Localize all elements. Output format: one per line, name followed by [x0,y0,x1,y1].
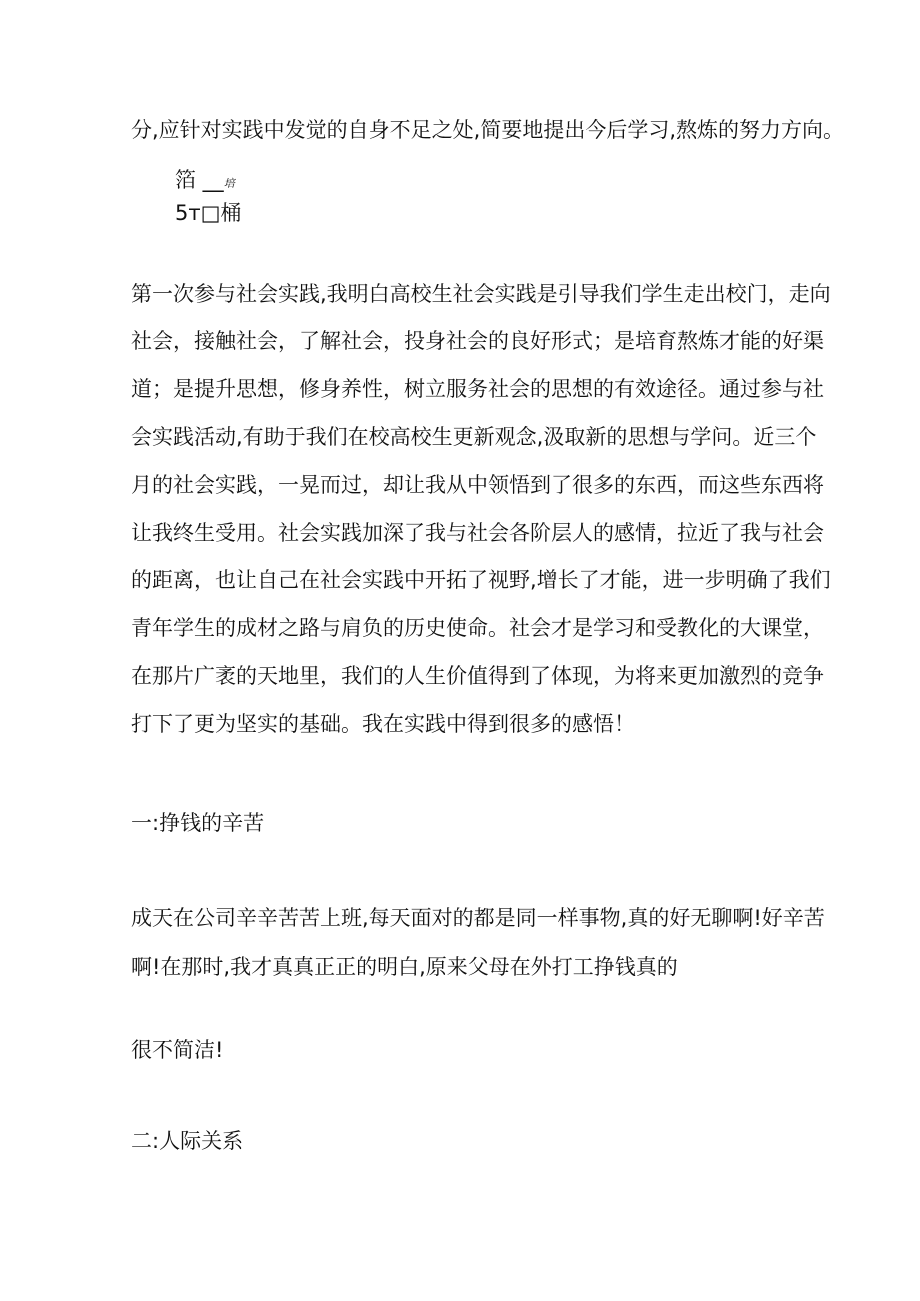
paragraph-line: 青年学生的成材之路与肩负的历史使命。社会才是学习和受教化的大课堂， [131,616,824,640]
section-heading-1: 一:挣钱的辛苦 [131,811,265,835]
paragraph-line: 啊!在那时,我才真真正正的明白,原来父母在外打工挣钱真的 [131,955,678,979]
paragraph-line: 社会，接触社会，了解社会，投身社会的良好形式；是培育熬炼才能的好渠 [131,329,824,353]
paragraph-line: 会实践活动,有助于我们在校高校生更新观念,汲取新的思想与学问。近三个 [131,425,817,449]
paragraph-line: 道；是提升思想，修身养性，树立服务社会的思想的有效途径。通过参与社 [131,377,824,401]
section-heading-2: 二:人际关系 [131,1129,244,1153]
paragraph-line: 月的社会实践，一晃而过，却让我从中领悟到了很多的东西，而这些东西将 [131,473,824,497]
paragraph-line: 让我终生受用。社会实践加深了我与社会各阶层人的感情，拉近了我与社会 [131,521,824,545]
fragment-suffix: 培 [223,177,235,190]
intro-line: 分,应针对实践中发觉的自身不足之处,简要地提出今后学习,熬炼的努力方向。 [131,118,845,142]
paragraph-line: 打下了更为坚实的基础。我在实践中得到很多的感悟！ [131,712,635,736]
paragraph-3: 很不简洁! [131,1038,224,1062]
fragment-line-2: 5т□桶 [175,201,242,225]
paragraph-line: 第一次参与社会实践,我明白高校生社会实践是引导我们学生走出校门，走向 [131,282,831,306]
fragment-text: 箔 __ [175,168,224,192]
fragment-line-1 [175,170,235,191]
paragraph-line: 在那片广袤的天地里，我们的人生价值得到了体现，为将来更加激烈的竞争 [131,664,824,688]
paragraph-line: 成天在公司辛辛苦苦上班,每天面对的都是同一样事物,真的好无聊啊!好辛苦 [131,906,825,930]
paragraph-line: 的距离，也让自己在社会实践中开拓了视野,增长了才能，进一步明确了我们 [131,568,831,592]
